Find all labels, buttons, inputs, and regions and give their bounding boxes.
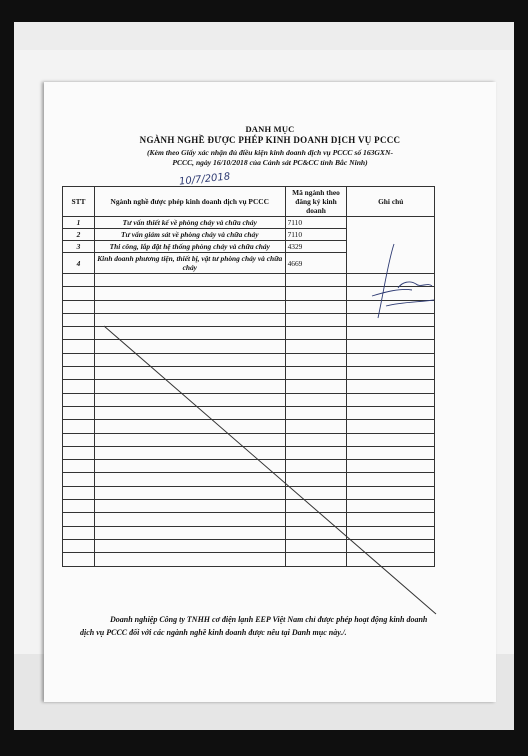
empty-cell	[63, 473, 95, 486]
empty-cell	[285, 380, 347, 393]
empty-table-row	[63, 473, 435, 486]
row-stt: 1	[63, 217, 95, 229]
row-business-line: Tư vấn thiết kế về phòng cháy và chữa cháy	[94, 217, 285, 229]
empty-cell	[285, 539, 347, 552]
empty-cell	[94, 420, 285, 433]
empty-cell	[285, 340, 347, 353]
empty-cell	[63, 513, 95, 526]
empty-cell	[347, 380, 435, 393]
empty-table-row	[63, 446, 435, 459]
empty-cell	[347, 287, 435, 300]
row-business-line: Thi công, lắp đặt hệ thống phòng cháy và chữa cháy	[94, 241, 285, 253]
empty-cell	[285, 486, 347, 499]
empty-cell	[347, 526, 435, 539]
row-code: 4669	[285, 253, 347, 274]
empty-table-row	[63, 513, 435, 526]
empty-table-row	[63, 274, 435, 287]
row-code: 7110	[285, 217, 347, 229]
empty-table-row	[63, 327, 435, 340]
row-business-line: Kinh doanh phương tiện, thiết bị, vật tư phòng cháy và chữa cháy	[94, 253, 285, 274]
empty-cell	[63, 526, 95, 539]
empty-table-row	[63, 420, 435, 433]
empty-cell	[347, 367, 435, 380]
empty-cell	[347, 300, 435, 313]
empty-cell	[285, 287, 347, 300]
doc-title: DANH MỤC	[245, 124, 295, 134]
doc-attachment-line-2: PCCC, ngày 16/10/2018 của Cảnh sát PC&CC tỉnh Bắc Ninh)	[172, 158, 368, 167]
empty-table-row	[63, 500, 435, 513]
scan-top-band	[14, 22, 514, 50]
empty-cell	[94, 486, 285, 499]
empty-cell	[347, 313, 435, 326]
empty-cell	[63, 446, 95, 459]
empty-cell	[285, 274, 347, 287]
header-business-line: Ngành nghề được phép kinh doanh dịch vụ PCCC	[94, 187, 285, 217]
empty-cell	[347, 393, 435, 406]
empty-cell	[94, 406, 285, 419]
empty-cell	[94, 367, 285, 380]
empty-cell	[347, 500, 435, 513]
empty-cell	[285, 327, 347, 340]
row-code: 4329	[285, 241, 347, 253]
empty-table-row	[63, 539, 435, 552]
empty-cell	[63, 353, 95, 366]
empty-cell	[94, 287, 285, 300]
empty-cell	[94, 327, 285, 340]
empty-cell	[63, 340, 95, 353]
doc-attachment-line-1: (Kèm theo Giấy xác nhận đủ điều kiện kinh doanh dịch vụ PCCC số 163GXN-	[147, 148, 393, 157]
row-stt: 2	[63, 229, 95, 241]
row-stt: 4	[63, 253, 95, 274]
empty-cell	[94, 539, 285, 552]
empty-cell	[63, 274, 95, 287]
empty-table-row	[63, 367, 435, 380]
empty-cell	[63, 539, 95, 552]
empty-table-row	[63, 393, 435, 406]
empty-cell	[94, 433, 285, 446]
empty-cell	[63, 393, 95, 406]
empty-table-row	[63, 486, 435, 499]
empty-cell	[285, 513, 347, 526]
empty-cell	[347, 353, 435, 366]
header-note: Ghi chú	[347, 187, 435, 217]
empty-cell	[94, 274, 285, 287]
doc-subtitle: NGÀNH NGHỀ ĐƯỢC PHÉP KINH DOANH DỊCH VỤ PCCC	[139, 135, 401, 145]
empty-cell	[347, 446, 435, 459]
empty-cell	[63, 553, 95, 566]
empty-cell	[63, 300, 95, 313]
business-lines-table	[62, 186, 435, 567]
empty-cell	[63, 367, 95, 380]
footer-note: Doanh nghiệp Công ty TNHH cơ điện lạnh EEP Việt Nam chỉ được phép hoạt động kinh doanh dịch vụ PCCC đối với các ngành nghề kinh doanh được nêu tại Danh mục này./.	[80, 615, 428, 637]
empty-cell	[347, 340, 435, 353]
empty-cell	[285, 526, 347, 539]
empty-cell	[347, 473, 435, 486]
empty-cell	[63, 313, 95, 326]
empty-cell	[285, 313, 347, 326]
empty-table-row	[63, 313, 435, 326]
empty-cell	[347, 433, 435, 446]
empty-table-row	[63, 287, 435, 300]
empty-cell	[347, 274, 435, 287]
empty-cell	[94, 340, 285, 353]
empty-cell	[94, 353, 285, 366]
header-code: Mã ngành theo đăng ký kinh doanh	[285, 187, 347, 217]
empty-cell	[63, 500, 95, 513]
empty-cell	[63, 420, 95, 433]
empty-cell	[285, 473, 347, 486]
empty-cell	[347, 513, 435, 526]
empty-cell	[63, 287, 95, 300]
empty-cell	[347, 406, 435, 419]
empty-cell	[94, 553, 285, 566]
empty-cell	[94, 393, 285, 406]
empty-cell	[285, 353, 347, 366]
empty-table-row	[63, 380, 435, 393]
empty-cell	[94, 446, 285, 459]
empty-cell	[285, 420, 347, 433]
empty-cell	[285, 393, 347, 406]
header-stt: STT	[63, 187, 95, 217]
empty-cell	[94, 473, 285, 486]
empty-cell	[347, 553, 435, 566]
empty-cell	[94, 526, 285, 539]
empty-table-row	[63, 553, 435, 566]
row-business-line: Tư vấn giám sát về phòng cháy và chữa cháy	[94, 229, 285, 241]
row-note	[347, 217, 435, 274]
empty-cell	[63, 460, 95, 473]
empty-cell	[285, 433, 347, 446]
empty-table-row	[63, 340, 435, 353]
empty-cell	[285, 367, 347, 380]
empty-cell	[94, 380, 285, 393]
empty-cell	[94, 513, 285, 526]
empty-cell	[347, 420, 435, 433]
empty-table-row	[63, 526, 435, 539]
empty-cell	[285, 446, 347, 459]
empty-table-row	[63, 433, 435, 446]
table-row	[63, 217, 435, 229]
empty-cell	[347, 460, 435, 473]
handwritten-date: 10/7/2018	[178, 171, 231, 188]
empty-cell	[63, 380, 95, 393]
empty-cell	[94, 300, 285, 313]
empty-table-row	[63, 353, 435, 366]
empty-table-row	[63, 300, 435, 313]
empty-cell	[285, 460, 347, 473]
empty-cell	[63, 433, 95, 446]
empty-cell	[63, 406, 95, 419]
empty-cell	[63, 486, 95, 499]
empty-cell	[63, 327, 95, 340]
empty-table-row	[63, 460, 435, 473]
empty-cell	[94, 313, 285, 326]
empty-cell	[285, 553, 347, 566]
table-header-row	[63, 187, 435, 217]
empty-cell	[347, 486, 435, 499]
empty-table-row	[63, 406, 435, 419]
row-code: 7110	[285, 229, 347, 241]
empty-cell	[94, 500, 285, 513]
empty-cell	[94, 460, 285, 473]
title-block	[44, 124, 496, 168]
empty-cell	[347, 327, 435, 340]
row-stt: 3	[63, 241, 95, 253]
empty-cell	[285, 406, 347, 419]
empty-cell	[347, 539, 435, 552]
empty-cell	[285, 500, 347, 513]
empty-cell	[285, 300, 347, 313]
